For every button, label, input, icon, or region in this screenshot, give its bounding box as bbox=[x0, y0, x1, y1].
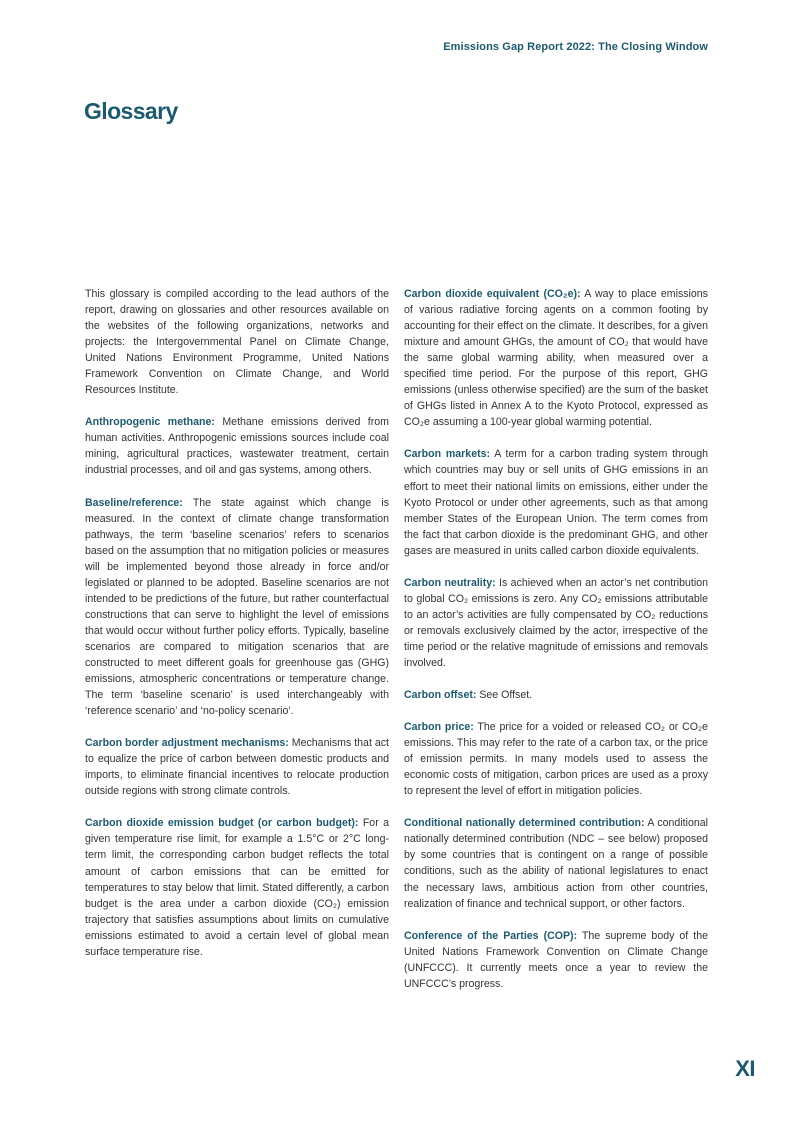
glossary-definition: The state against which change is measured. In the context of climate change transformation pathways, the term ‘baseline scenarios’ refers to scenarios based on the assumption that no mitigation policies or measures will be implemented beyond those already in force and/or legislated or planned to be adopted. Baseline scenarios are not intended to be predictions of the future, but rather counterfactual constructions that can serve to highlight the level of emissions that would occur without further policy efforts. Typically, baseline scenarios are compared to mitigation scenarios that are constructed to meet different goals for greenhouse gas (GHG) emissions, atmospheric concentrations or temperature change. The term ‘baseline scenario’ is used interchangeably with ‘reference scenario’ and ‘no-policy scenario’. bbox=[85, 496, 389, 718]
glossary-definition: Methane emissions derived from human activities. Anthropogenic emissions sources include coal mining, agricultural practices, wastewater treatment, certain industrial processes, and oil and gas systems, among others. bbox=[85, 416, 389, 477]
glossary-definition: See Offset. bbox=[476, 689, 533, 702]
page-number: XI bbox=[735, 1056, 755, 1081]
glossary-entry-conditional-ndc bbox=[404, 815, 708, 911]
glossary-term: Conference of the Parties (COP): bbox=[404, 929, 578, 942]
glossary-definition: Is achieved when an actor’s net contribution to global CO₂ emissions is zero. Any CO₂ emissions attributable to an actor’s activities are fully compensated by CO₂ reductions or removals exclusively claimed by the actor, irrespective of the time period or the relative magnitude of emissions and removals involved. bbox=[404, 576, 708, 669]
glossary-entry-carbon-price bbox=[404, 719, 708, 799]
glossary-definition: A conditional nationally determined contribution (NDC – see below) proposed by some countries that is contingent on a range of possible conditions, such as the ability of national legislatures to enact the necessary laws, ambitious action from other countries, realization of finance and technical support, or other factors. bbox=[404, 817, 708, 910]
glossary-term: Carbon dioxide emission budget (or carbon budget): bbox=[85, 817, 359, 830]
glossary-intro bbox=[85, 286, 389, 398]
glossary-term: Anthropogenic methane: bbox=[85, 416, 215, 429]
glossary-definition: A way to place emissions of various radiative forcing agents on a common footing by accounting for their effect on the climate. It describes, for a given mixture and amount GHGs, the amount of CO₂ that would have the same global warming ability, when measured over a specified time period. For the purpose of this report, GHG emissions (unless otherwise specified) are the sum of the basket of GHGs listed in Annex A to the Kyoto Protocol, expressed as CO₂e assuming a 100-year global warming potential. bbox=[404, 288, 708, 429]
glossary-definition: A term for a carbon trading system through which countries may buy or sell units of GHG emissions in an effort to meet their national limits on emissions, either under the Kyoto Protocol or under other agreements, such as that among member States of the European Union. The term comes from the fact that carbon dioxide is the predominant GHG, and other gases are measured in units called carbon dioxide equivalents. bbox=[404, 448, 709, 557]
glossary-entry-anthropogenic-methane bbox=[85, 414, 389, 478]
glossary-term: Carbon offset: bbox=[404, 689, 477, 702]
glossary-term: Carbon markets: bbox=[404, 448, 491, 461]
glossary-definition: The price for a voided or released CO₂ or CO₂e emissions. This may refer to the rate of a carbon tax, or the price of emission permits. In many models used to assess the economic costs of mitigation, carbon prices are used as a proxy to represent the level of effort in mitigation policies. bbox=[404, 721, 708, 798]
glossary-entry-carbon-neutrality bbox=[404, 575, 708, 671]
glossary-definition: Mechanisms that act to equalize the price of carbon between domestic products and imports, to eliminate financial incentives to relocate production outside regions with strong climate controls. bbox=[85, 737, 389, 798]
glossary-right-column bbox=[404, 286, 708, 1008]
glossary-definition: For a given temperature rise limit, for example a 1.5°C or 2°C long-term limit, the corresponding carbon budget reflects the total amount of carbon emissions that can be emitted for temperatures to stay below that limit. Stated differently, a carbon budget is the area under a carbon dioxide (CO₂) emission trajectory that satisfies assumptions about limits on cumulative emissions estimated to avoid a certain level of global mean surface temperature rise. bbox=[85, 817, 389, 958]
glossary-entry-carbon-border-adjustment bbox=[85, 735, 389, 799]
glossary-entry-carbon-markets bbox=[404, 446, 708, 558]
running-header: Emissions Gap Report 2022: The Closing Window bbox=[443, 41, 708, 53]
glossary-entry-carbon-offset bbox=[404, 687, 708, 703]
glossary-entry-carbon-budget bbox=[85, 815, 389, 959]
page-title: Glossary bbox=[84, 98, 178, 124]
glossary-term: Baseline/reference: bbox=[85, 496, 183, 509]
glossary-term: Carbon dioxide equivalent (CO₂e): bbox=[404, 288, 581, 300]
glossary-entry-baseline-reference bbox=[85, 495, 389, 720]
glossary-definition: The supreme body of the United Nations Framework Convention on Climate Change (UNFCCC). It currently meets once a year to review the UNFCCC’s progress. bbox=[404, 929, 708, 990]
glossary-term: Carbon neutrality: bbox=[404, 576, 496, 589]
glossary-term: Conditional nationally determined contribution: bbox=[404, 817, 645, 830]
glossary-left-column bbox=[85, 286, 389, 976]
glossary-entry-co2-equivalent bbox=[404, 286, 708, 430]
glossary-intro-text: This glossary is compiled according to the lead authors of the report, drawing on glossaries and other resources available on the websites of the following organizations, networks and projects: the Intergovernmental Panel on Climate Change, United Nations Environment Programme, United Nations Framework Convention on Climate Change, and World Resources Institute. bbox=[85, 288, 389, 397]
glossary-term: Carbon price: bbox=[404, 721, 474, 734]
glossary-entry-cop bbox=[404, 928, 708, 992]
glossary-term: Carbon border adjustment mechanisms: bbox=[85, 737, 289, 750]
